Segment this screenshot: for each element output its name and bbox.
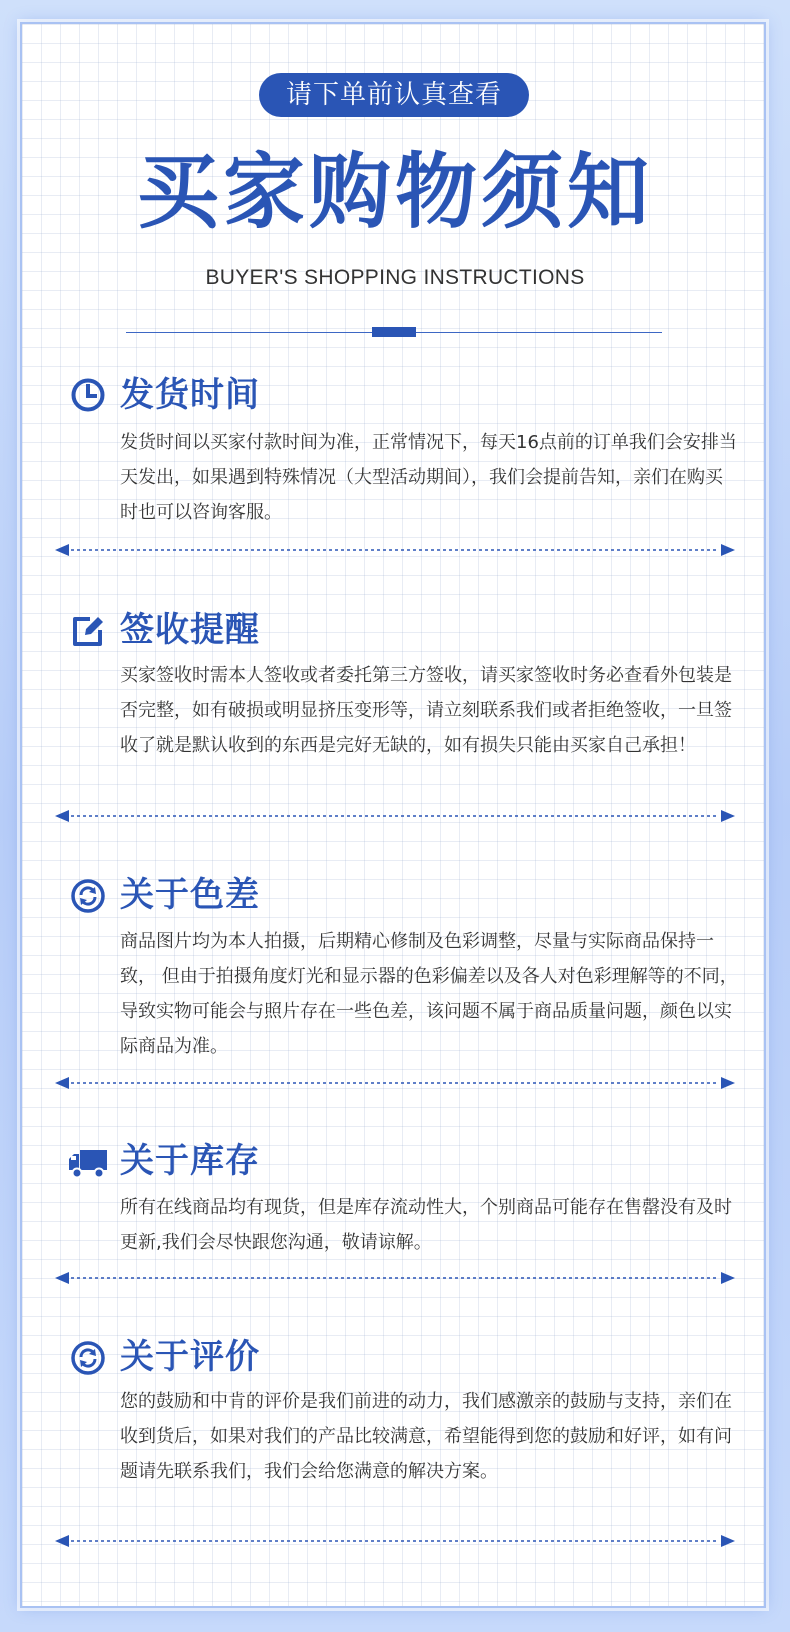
page-title: 买家购物须知 <box>136 145 653 240</box>
clock-icon <box>70 377 106 413</box>
section-body-color: 商品图片均为本人拍摄，后期精心修制及色彩调整，尽量与实际商品保持一致， 但由于拍摄角度灯光和显示器的色彩偏差以及各人对色彩理解等的不同，导致实物可能会与照片存在一些色差，该问题不属于商品质量问题，颜色以实际商品为准。 <box>120 931 738 1057</box>
notice-pill: 请下单前认真查看 <box>259 73 529 117</box>
section-divider <box>55 542 735 558</box>
refresh-icon <box>70 1340 106 1376</box>
section-divider <box>55 1270 735 1286</box>
edit-icon <box>70 613 106 649</box>
section-body-stock: 所有在线商品均有现货，但是库存流动性大，个别商品可能存在售罄没有及时更新,我们会尽快跟您沟通，敬请谅解。 <box>120 1197 732 1253</box>
refresh-icon <box>70 878 106 914</box>
section-title-review: 关于评价 <box>120 1337 260 1377</box>
section-body-shipping: 发货时间以买家付款时间为准，正常情况下，每天16点前的订单我们会安排当天发出，如果遇到特殊情况（大型活动期间），我们会提前告知，亲们在购买时也可以咨询客服。 <box>120 432 737 523</box>
section-divider <box>55 808 735 824</box>
truck-icon <box>68 1145 108 1181</box>
section-title-color: 关于色差 <box>120 875 260 915</box>
section-title-signing: 签收提醒 <box>120 610 260 650</box>
section-body-signing: 买家签收时需本人签收或者委托第三方签收，请买家签收时务必查看外包装是否完整，如有破损或明显挤压变形等，请立刻联系我们或者拒绝签收，一旦签收了就是默认收到的东西是完好无缺的，如有损失只能由买家自己承担！ <box>120 665 732 756</box>
page-subtitle: BUYER'S SHOPPING INSTRUCTIONS <box>205 266 585 289</box>
section-divider <box>55 1533 735 1549</box>
section-title-stock: 关于库存 <box>120 1141 260 1181</box>
section-divider <box>55 1075 735 1091</box>
section-body-review: 您的鼓励和中肯的评价是我们前进的动力，我们感激亲的鼓励与支持，亲们在收到货后，如果对我们的产品比较满意，希望能得到您的鼓励和好评，如有问题请先联系我们，我们会给您满意的解决方案。 <box>120 1391 732 1482</box>
section-title-shipping: 发货时间 <box>120 375 260 415</box>
title-rule-accent <box>372 327 416 337</box>
